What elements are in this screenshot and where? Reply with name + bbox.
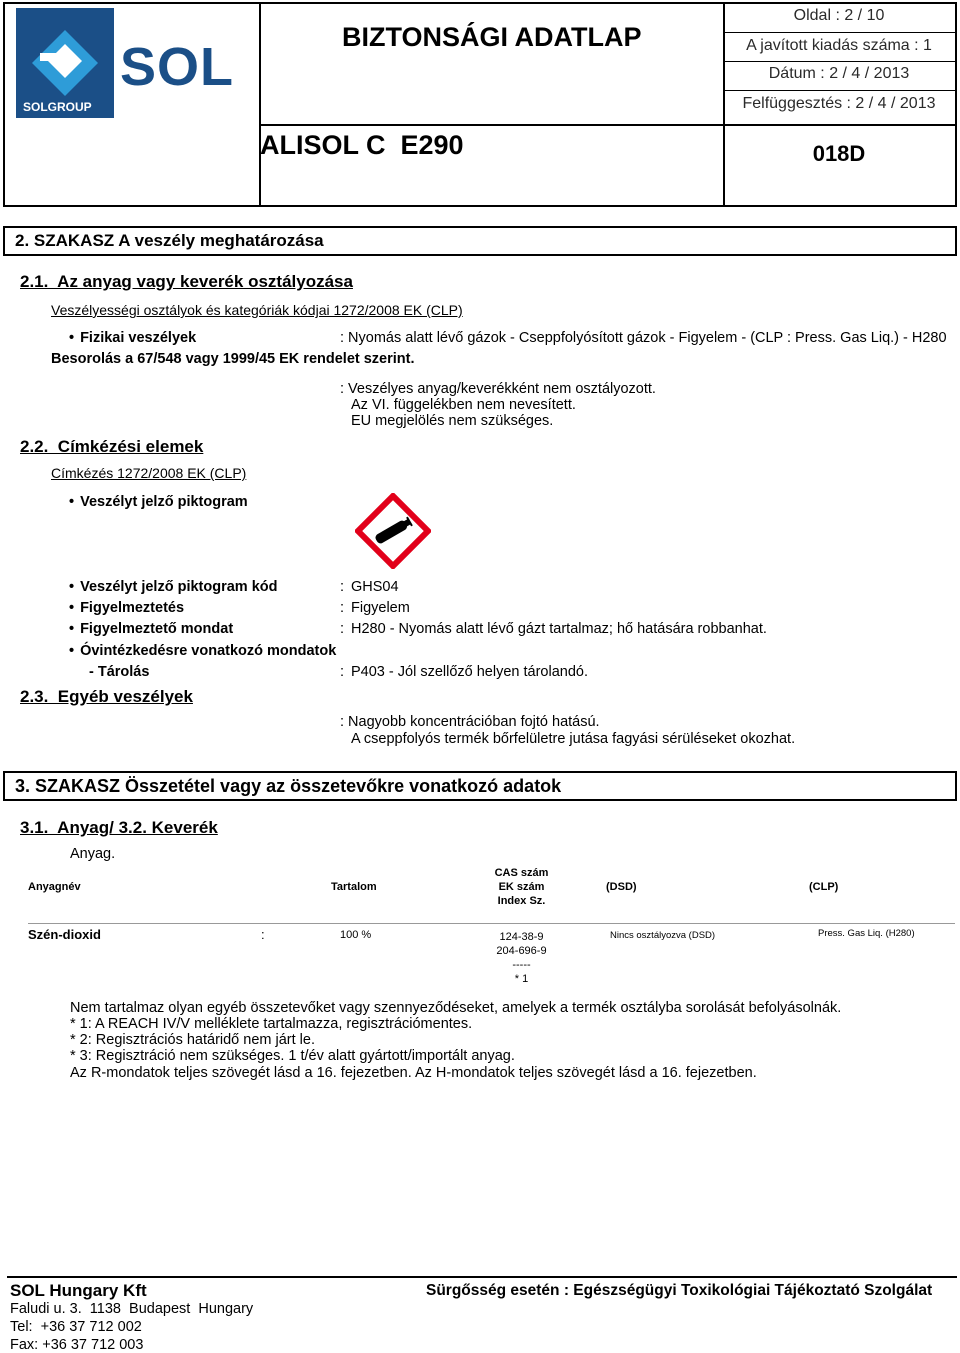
other-hazard-1: : Nagyobb koncentrációban fojtó hatású.	[340, 714, 600, 730]
document-title: BIZTONSÁGI ADATLAP	[342, 22, 642, 52]
colon: :	[340, 664, 345, 680]
col-header-cas: CAS szám	[494, 867, 549, 879]
note-4: * 3: Regisztráció nem szükséges. 1 t/év alatt gyártott/importált anyag.	[70, 1048, 515, 1064]
pictogram-code-value: GHS04	[351, 579, 399, 595]
dsd-classification-label: Besorolás a 67/548 vagy 1999/45 EK rendelet szerint.	[51, 351, 415, 367]
storage-label: - Tárolás	[89, 664, 150, 680]
footer-emergency: Sürgősség esetén : Egészségügyi Toxikológiai Tájékoztató Szolgálat	[426, 1282, 933, 1299]
dsd-value-2: Az VI. függelékben nem nevesített.	[351, 397, 576, 413]
note-5: Az R-mondatok teljes szövegét lásd a 16. fejezetben. Az H-mondatok teljes szövegét lásd a 16. fejezetben.	[70, 1065, 757, 1081]
other-hazard-2: A cseppfolyós termék bőrfelületre jutása fagyási sérüléseket okozhat.	[351, 731, 796, 747]
section-2-bar: 2. SZAKASZ A veszély meghatározása	[3, 226, 957, 256]
substance-content: 100 %	[340, 929, 372, 941]
colon: :	[340, 600, 345, 616]
labelling-subtitle: Címkézés 1272/2008 EK (CLP)	[51, 465, 247, 481]
substance-index: -----	[512, 959, 531, 971]
classification-subtitle: Veszélyességi osztályok és kategóriák kódjai 1272/2008 EK (CLP)	[51, 302, 463, 318]
pictogram-label: • Veszélyt jelző piktogram	[69, 494, 248, 510]
ghs04-gas-cylinder-icon	[355, 493, 431, 569]
footer-address: Faludi u. 3. 1138 Budapest Hungary	[10, 1301, 254, 1317]
issue-date: Dátum : 2 / 4 / 2013	[768, 65, 910, 82]
substance-note: * 1	[514, 973, 529, 985]
signal-word-label: • Figyelmeztetés	[69, 600, 184, 616]
physical-hazards-value: : Nyomás alatt lévő gázok - Cseppfolyósított gázok - Figyelem - (CLP : Press. Gas Liq.) - H280	[340, 330, 947, 346]
section-2-1-title: 2.1. Az anyag vagy keverék osztályozása	[20, 272, 353, 291]
hazard-statement-label: • Figyelmeztető mondat	[69, 621, 233, 637]
hazard-statement-value: H280 - Nyomás alatt lévő gázt tartalmaz; hő hatására robbanhat.	[351, 621, 767, 637]
note-3: * 2: Regisztrációs határidő nem járt le.	[70, 1032, 315, 1048]
footer-company: SOL Hungary Kft	[10, 1281, 147, 1300]
substance-dsd: Nincs osztályozva (DSD)	[610, 930, 716, 941]
row-colon: :	[261, 927, 265, 942]
supersedes-date: Felfüggesztés : 2 / 4 / 2013	[742, 95, 936, 112]
col-header-content: Tartalom	[331, 881, 377, 893]
col-header-dsd: (DSD)	[606, 881, 637, 893]
logo-wordmark: SOL	[120, 37, 235, 97]
col-header-name: Anyagnév	[28, 881, 81, 893]
substance-name: Szén-dioxid	[28, 927, 101, 942]
col-header-clp: (CLP)	[809, 881, 839, 893]
substance-ek: 204-696-9	[496, 945, 547, 957]
physical-hazards-label: • Fizikai veszélyek	[69, 330, 196, 346]
pictogram-code-label: • Veszélyt jelző piktogram kód	[69, 579, 278, 595]
note-1: Nem tartalmaz olyan egyéb összetevőket vagy szennyeződéseket, amelyek a termék osztályba sorolását befolyásolnák.	[70, 1000, 842, 1016]
section-3-1-title: 3.1. Anyag/ 3.2. Keverék	[20, 818, 218, 837]
dsd-value-1: : Veszélyes anyag/keverékként nem osztályozott.	[340, 381, 656, 397]
logo-group-text: SOLGROUP	[20, 100, 95, 114]
substance-clp: Press. Gas Liq. (H280)	[818, 928, 915, 939]
substance-cas: 124-38-9	[499, 931, 544, 943]
precaution-label: • Óvintézkedésre vonatkozó mondatok	[69, 643, 336, 659]
dsd-value-3: EU megjelölés nem szükséges.	[351, 413, 554, 429]
note-2: * 1: A REACH IV/V melléklete tartalmazza, regisztrációmentes.	[70, 1016, 473, 1032]
section-2-2-title: 2.2. Címkézési elemek	[20, 437, 204, 456]
signal-word-value: Figyelem	[351, 600, 410, 616]
col-header-index: Index Sz.	[497, 895, 546, 907]
footer-divider	[7, 1276, 957, 1278]
revision-number: A javított kiadás száma : 1	[746, 37, 932, 54]
storage-value: P403 - Jól szellőző helyen tárolandó.	[351, 664, 588, 680]
document-code: 018D	[812, 141, 866, 166]
footer-phone: Tel: +36 37 712 002	[10, 1319, 142, 1335]
substance-type: Anyag.	[70, 846, 116, 862]
colon: :	[340, 621, 345, 637]
section-3-bar: 3. SZAKASZ Összetétel vagy az összetevőkre vonatkozó adatok	[3, 771, 957, 801]
section-2-3-title: 2.3. Egyéb veszélyek	[20, 687, 193, 706]
footer-fax: Fax: +36 37 712 003	[10, 1337, 144, 1353]
table-header-divider	[28, 923, 955, 924]
colon: :	[340, 579, 345, 595]
product-name: ALISOL C E290	[260, 130, 464, 160]
col-header-ek: EK szám	[498, 881, 545, 893]
page-number: Oldal : 2 / 10	[793, 7, 885, 24]
